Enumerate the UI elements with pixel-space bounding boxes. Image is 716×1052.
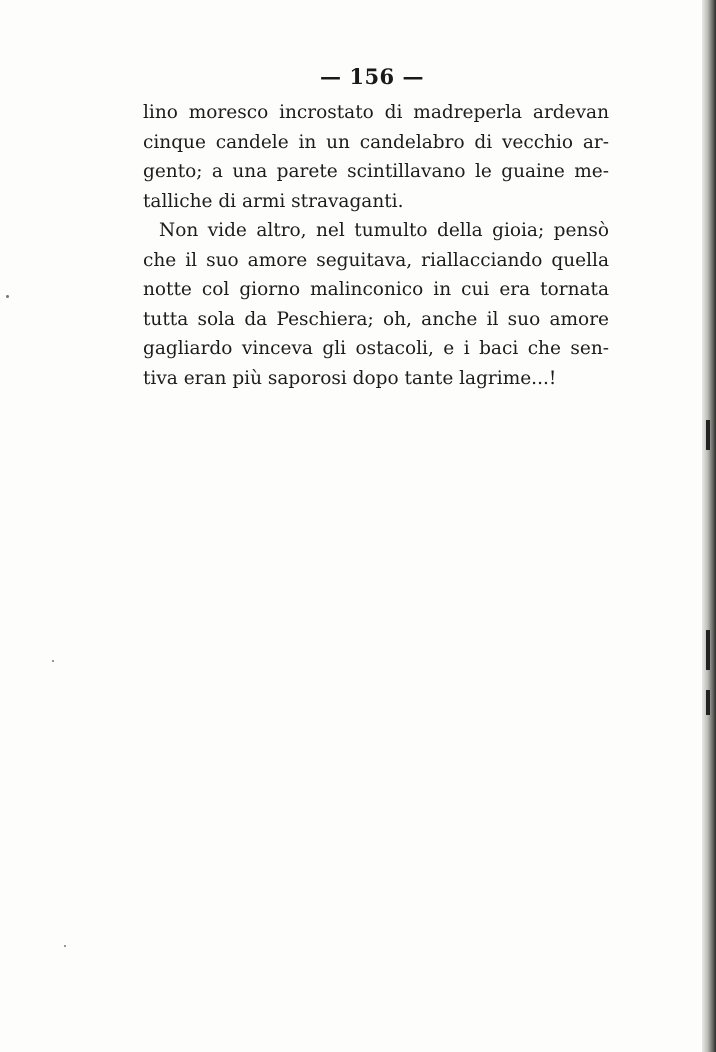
text-line: lino moresco incrostato di madreperla ardevan (143, 102, 609, 123)
edge-mark (706, 420, 710, 450)
edge-mark (706, 690, 710, 715)
text-line: che il suo amore seguitava, riallacciando quella (143, 249, 609, 271)
text-line: tiva eran più saporosi dopo tante lagrime...! (143, 367, 557, 389)
text-line: tutta sola da Peschiera; oh, anche il suo amore (143, 308, 609, 330)
paper-speck (6, 295, 9, 298)
edge-mark (706, 630, 710, 670)
paper-speck (64, 945, 66, 947)
text-line: Non vide altro, nel tumulto della gioia; pensò (159, 220, 609, 241)
text-line: talliche di armi stravaganti. (143, 190, 404, 212)
paper-speck (52, 660, 54, 662)
text-line: gento; a una parete scintillavano le guaine me- (143, 161, 609, 182)
page-edge-shadow (702, 0, 716, 1052)
text-line: cinque candele in un candelabro di vecchio ar- (143, 131, 609, 153)
text-line: gagliardo vinceva gli ostacoli, e i baci che sen- (143, 338, 609, 359)
paragraph-2 (143, 216, 609, 393)
text-line: notte col giorno malinconico in cui era tornata (143, 279, 609, 300)
body-text (143, 98, 609, 393)
paragraph-1 (143, 98, 609, 216)
page-number: — 156 — (320, 64, 424, 89)
